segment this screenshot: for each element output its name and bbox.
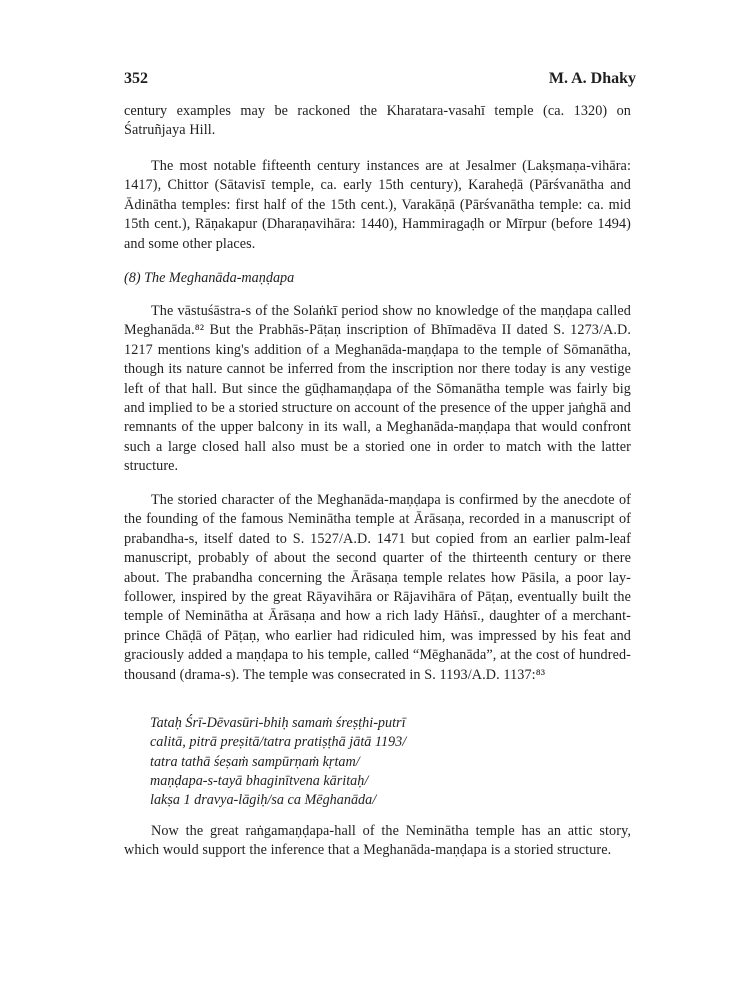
verse-line: tatra tathā śeṣaṁ sampūrṇaṁ kṛtam/ bbox=[150, 753, 360, 770]
verse-line: lakṣa 1 dravya-lāgiḥ/sa ca Mēghanāda/ bbox=[150, 792, 377, 809]
paragraph-2: The most notable fifteenth century instances are at Jesalmer (Lakṣmaṇa-vihāra: 1417), Chittor (Sātavisī temple, ca. early 15th century), Karaheḍā (Pārśvanātha and Ādinātha temples: first half of the 15th cent.), Varakāṇā (Pārśvanātha temple: ca. mid 15th cent.), Rāṇakapur (Dharaṇavihāra: 1440), Hammiragaḍh or Mīrpur (before 1494) and some other places. bbox=[124, 158, 631, 252]
page-number: 352 bbox=[124, 70, 148, 87]
section-heading: (8) The Meghanāda-maṇḍapa bbox=[124, 270, 295, 286]
paragraph-1: century examples may be rackoned the Kharatara-vasahī temple (ca. 1320) on Śatruñjaya Hill. bbox=[124, 103, 631, 139]
author-name: M. A. Dhaky bbox=[548, 70, 636, 87]
sanskrit-verse bbox=[150, 714, 550, 810]
page-header bbox=[124, 70, 636, 88]
paragraph-4: The storied character of the Meghanāda-maṇḍapa is confirmed by the anecdote of the founding of the famous Neminātha temple at Ārāsaṇa, recorded in a manuscript of prabandha-s, itself dated to S. 1527/A.D. 1471 but copied from an earlier palm-leaf manuscript, probably of about the second quarter of the thirteenth century or there about. The prabandha concerning the Ārāsaṇa temple relates how Pāsila, a poor lay-follower, inspired by the great Rāyavihāra or Rājavihāra of Pāṭaṇ, eventually built the temple of Neminātha at Ārāsaṇa and how a rich lady Hāṅsī., daughter of a merchant-prince Chāḍā of Pāṭaṇ, who earlier had ridiculed him, was impressed by his feat and graciously added a maṇḍapa to his temple, called “Mēghanāda”, at the cost of hundred-thousand (drama-s). The temple was consecrated in S. 1193/A.D. 1137:⁸³ bbox=[124, 492, 631, 683]
verse-line: calitā, pitrā preṣitā/tatra pratiṣṭhā jātā 1193/ bbox=[150, 734, 407, 751]
verse-line: Tataḥ Śrī-Dēvasūri-bhiḥ samaṁ śreṣṭhi-putrī bbox=[150, 715, 406, 731]
verse-line: maṇḍapa-s-tayā bhaginītvena kāritaḥ/ bbox=[150, 772, 369, 789]
paragraph-5: Now the great raṅgamaṇḍapa-hall of the Neminātha temple has an attic story, which would support the inference that a Meghanāda-maṇḍapa is a storied structure. bbox=[124, 823, 631, 859]
paragraph-3: The vāstuśāstra-s of the Solaṅkī period show no knowledge of the maṇḍapa called Meghanāda.⁸² But the Prabhās-Pāṭaṇ inscription of Bhīmadēva II dated S. 1273/A.D. 1217 mentions king's addition of a Meghanāda-maṇḍapa to the temple of Sōmanātha, though its nature cannot be inferred from the inscription nor there today is any vestige left of that hall. But since the gūḍhamaṇḍapa of the Sōmanātha temple was fairly big and implied to be a storied structure on account of the presence of the upper jaṅghā and remnants of the upper balcony in its wall, a Meghanāda-maṇḍapa that would confront such a large closed hall also must be a storied one in order to match with the latter structure. bbox=[124, 303, 631, 475]
